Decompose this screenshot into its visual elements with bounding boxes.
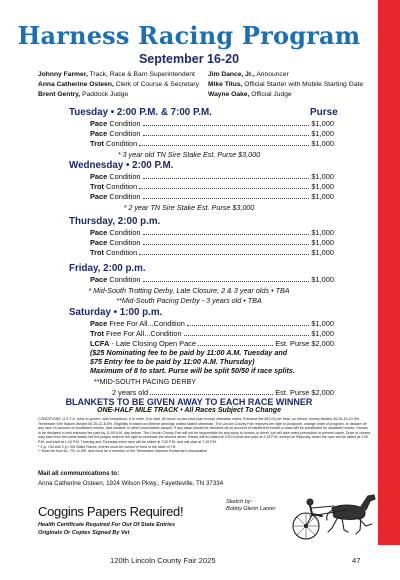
track-note: ONE-HALF MILE TRACK • All Races Subject To Change xyxy=(97,407,281,414)
harness-horse-sketch xyxy=(282,486,378,546)
sire-stake-note: * 2 year TN Sire Stake Est. Purse $3,000 xyxy=(123,203,255,212)
race-purse: $1,000 xyxy=(311,182,334,191)
race-desc: Condition xyxy=(107,119,141,128)
official-name: Johnny Farmer, xyxy=(38,71,88,78)
footnote: * 3 yr. Old and 2 yr. Old Stake Races, entries must be owned or bred in the state of TN xyxy=(38,444,176,449)
race-row xyxy=(112,387,334,397)
race-purse: $1,000 xyxy=(311,238,334,247)
race-purse: $1,000 xyxy=(311,172,334,181)
race-desc: Condition xyxy=(103,248,138,257)
program-dates: September 16-20 xyxy=(138,52,240,66)
race-desc: Condition xyxy=(107,238,141,247)
leader-dots xyxy=(143,135,310,136)
official-role: Paddock Judge xyxy=(80,91,129,98)
footer-fair-name: 120th Lincoln County Fair 2025 xyxy=(110,556,216,565)
race-gait: Trot xyxy=(90,182,104,191)
race-gait: LCFA xyxy=(90,339,110,348)
race-desc: 2 years old xyxy=(112,388,149,397)
day-heading-saturday: Saturday • 1:00 p.m. xyxy=(69,307,163,318)
page-title: Harness Racing Program xyxy=(17,21,361,50)
mail-address: Anna Catherine Osteen, 1924 Wilson Pkwy., Fayetteville, TN 37334 xyxy=(38,480,224,487)
official-name: Wayne Oake, xyxy=(208,91,250,98)
race-purse: $1,000 xyxy=(311,228,334,237)
official-entry xyxy=(208,90,363,100)
lcfa-max-note: Maximum of 8 to start. Purse will be split 50/50 if race splits. xyxy=(90,366,295,375)
race-desc: Free For All...Condition xyxy=(103,329,182,338)
race-purse: $1,000 xyxy=(311,139,334,148)
day-heading-tuesday: Tuesday • 2:00 P.M. & 7:00 P.M. xyxy=(69,107,212,118)
race-gait: Pace xyxy=(90,172,108,181)
race-gait: Trot xyxy=(90,248,104,257)
race-desc: Condition xyxy=(107,129,141,138)
race-row xyxy=(90,138,334,148)
race-desc: Condition xyxy=(107,192,141,201)
race-gait: Trot xyxy=(90,139,104,148)
official-entry xyxy=(38,90,199,100)
leader-dots xyxy=(139,145,309,146)
race-row xyxy=(90,128,334,138)
lcfa-fee-note: $75 Entry fee to be paid by 11:00 A.M. Thursday) xyxy=(90,357,255,366)
official-role: Clerk of Course & Secretary xyxy=(113,81,199,88)
conditions-text xyxy=(38,417,371,454)
official-name: Jim Dance, Jr., xyxy=(208,71,255,78)
sire-stake-note: * 3 year old TN Sire Stake Est. Purse $3,000 xyxy=(117,150,261,159)
race-gait: Trot xyxy=(90,329,104,338)
race-desc: - Late Closing Open Pace xyxy=(109,339,196,348)
race-purse: $1,000 xyxy=(311,119,334,128)
race-row xyxy=(90,247,334,257)
leader-dots xyxy=(150,394,273,395)
leader-dots xyxy=(143,234,310,235)
race-row xyxy=(90,237,334,247)
day-heading-wednesday: Wednesday • 2:00 P.M. xyxy=(69,160,174,171)
derby-label: **MID-SOUTH PACING DERBY xyxy=(94,377,197,386)
race-purse: $1,000 xyxy=(311,192,334,201)
race-row xyxy=(90,328,334,338)
day-heading-friday: Friday, 2:00 p.m. xyxy=(69,263,146,274)
leader-dots xyxy=(139,254,309,255)
race-gait: Pace xyxy=(90,129,108,138)
leader-dots xyxy=(198,345,273,346)
race-gait: Pace xyxy=(90,319,108,328)
race-desc: Condition xyxy=(103,139,138,148)
leader-dots xyxy=(143,178,310,179)
race-purse: $1,000 xyxy=(311,319,334,328)
official-role: Official Starter with Mobile Starting Gate xyxy=(242,81,364,88)
sketch-artist: Bobby Glenn Lanier xyxy=(226,506,276,512)
officials-left-column xyxy=(38,70,199,100)
race-purse: $1,000 xyxy=(311,329,334,338)
race-purse: $1,000 xyxy=(311,248,334,257)
race-desc: Free For All...Condition xyxy=(107,319,185,328)
footnote: ** Must be from AL, TN, or MS, and must be a member of the Tennessee Harness Horseman's Association xyxy=(38,449,208,454)
race-purse: Est. Purse $2,000 xyxy=(275,339,334,348)
official-entry xyxy=(208,80,363,90)
race-gait: Pace xyxy=(90,119,108,128)
race-desc: Condition xyxy=(107,275,141,284)
race-row xyxy=(90,318,334,328)
official-entry xyxy=(38,70,199,80)
sketch-credit xyxy=(226,499,275,513)
leader-dots xyxy=(139,188,309,189)
race-gait: Pace xyxy=(90,192,108,201)
leader-dots xyxy=(143,198,310,199)
race-row xyxy=(90,181,334,191)
race-purse: Est. Purse $2,000 xyxy=(275,388,334,397)
official-role: Track, Race & Barn Superintendent xyxy=(87,71,195,78)
race-purse: $1,000 xyxy=(311,275,334,284)
lcfa-fee-note: ($25 Nominating fee to be paid by 11:00 A.M. Tuesday and xyxy=(90,348,288,357)
race-row xyxy=(90,227,334,237)
red-side-bar xyxy=(378,0,400,545)
race-desc: Condition xyxy=(103,182,138,191)
conditions-paragraph: CONDITIONS: U.S.T.A. rules to govern, with exceptions, 6 to enter, 5 to start. All races on two-heat plan except otherwise noted. Entrance fee $20.00 per heat, no refund, money divided 45-25-15-10-5%. Tennessee Sire Stakes divided 50-25-12-8-5%. Eligibility is based on lifetime winnings unless stated otherwise. The Lincoln County Fair reserves the right to postpone, change order of program, or declare off any race on account of insufficient entries, bad weather or other unavoidable causes. If any class should be declared off on account of insufficient entries a class will be substituted for available horses. Horses to be declared in and entrance fee paid by 11:00 A.M. day before. The Lincoln County Fair will not be responsible for any injury to horses or driver, but will take every precaution to prevent same. Drive or horses may start from the same stable but the judges reserve the right to nominate the second driver. Races will be called at 2:00 o'clock and start at 2:15 P.M. except on Saturday, when the race will be called at 1:00 P.M. and start at 1:15 P.M. Tuesday and Thursday when race will be called at 7:00 P.M. and will start at 7:15 P.M. xyxy=(38,417,371,444)
race-gait: Pace xyxy=(90,238,108,247)
page-number: 47 xyxy=(352,556,361,565)
race-gait: Pace xyxy=(90,228,108,237)
leader-dots xyxy=(143,281,310,282)
official-name: Anna Catherine Osteen, xyxy=(38,81,114,88)
sketch-label: Sketch by: xyxy=(226,499,253,505)
race-purse: $1,000 xyxy=(311,129,334,138)
official-role: Announcer xyxy=(254,71,289,78)
leader-dots xyxy=(143,244,310,245)
official-name: Mike Titus, xyxy=(208,81,243,88)
health-note: Health Certificate Required For Out Of State Entries xyxy=(38,522,176,528)
officials-right-column xyxy=(208,70,363,100)
race-desc: Condition xyxy=(107,228,141,237)
race-gait: Pace xyxy=(90,275,108,284)
health-note: Originals Or Copies Signed By Vet xyxy=(38,530,130,536)
derby-note: **Mid-South Pacing Derby - 3 years old • TBA xyxy=(116,296,262,305)
day-heading-thursday: Thursday, 2:00 p.m. xyxy=(69,216,161,227)
coggins-notice: Coggins Papers Required! xyxy=(38,504,184,519)
purse-column-header: Purse xyxy=(310,107,338,118)
leader-dots xyxy=(187,325,309,326)
race-row xyxy=(90,274,334,284)
blankets-banner: BLANKETS TO BE GIVEN AWAY TO EACH RACE WINNER xyxy=(65,397,313,407)
official-role: Official Judge xyxy=(249,91,292,98)
race-row xyxy=(90,338,334,348)
leader-dots xyxy=(143,125,310,126)
official-name: Brent Gentry, xyxy=(38,91,81,98)
official-entry xyxy=(38,80,199,90)
race-row xyxy=(90,118,334,128)
official-entry xyxy=(208,70,363,80)
race-row xyxy=(90,191,334,201)
race-row xyxy=(90,171,334,181)
race-desc: Condition xyxy=(107,172,141,181)
leader-dots xyxy=(184,335,310,336)
derby-note: * Mid-South Trotting Derby, Late Closure, 2 & 3 year olds • TBA xyxy=(88,286,290,295)
mail-label: Mail all communications to: xyxy=(38,470,120,477)
